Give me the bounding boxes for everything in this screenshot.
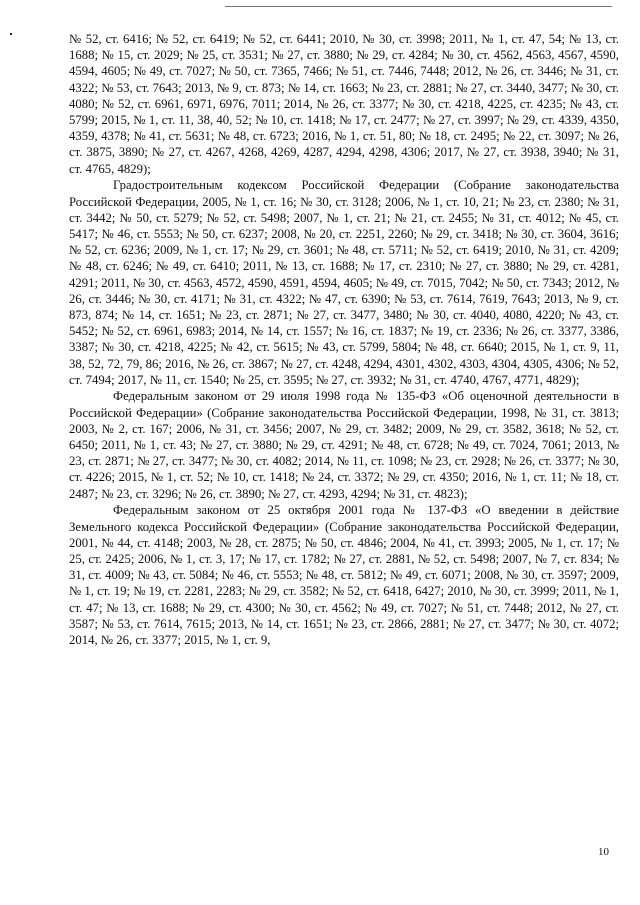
document-body: [69, 31, 619, 648]
page-number: 10: [598, 846, 609, 858]
paragraph-continuation: № 52, ст. 6416; № 52, ст. 6419; № 52, ст. 6441; 2010, № 30, ст. 3998; 2011, № 1, ст. 47, 54; № 13, ст. 1688; № 15, ст. 2029; № 25, ст. 3531; № 27, ст. 3880; № 29, ст. 4284; № 30, ст. 4562, 4563, 4567, 4590, 4594, 4605; № 49, ст. 7027; № 50, ст. 7365, 7466; № 51, ст. 7446, 7448; 2012, № 26, ст. 3446; № 31, ст. 4322; № 53, ст. 7643; 2013, № 9, ст. 873; № 14, ст. 1663; № 23, ст. 2881; № 27, ст. 3440, 3477; № 30, ст. 4080; № 52, ст. 6961, 6971, 6976, 7011; 2014, № 26, ст. 3377; № 30, ст. 4218, 4225, ст. 4235; № 43, ст. 5799; 2015, № 1, ст. 11, 38, 40, 52; № 10, ст. 1418; № 17, ст. 2477; № 27, ст. 3997; № 29, ст. 4339, 4350, 4359, 4378; № 41, ст. 5631; № 48, ст. 6723; 2016, № 1, ст. 51, 80; № 18, ст. 2495; № 22, ст. 3097; № 26, ст. 3875, 3890; № 27, ст. 4267, 4268, 4269, 4287, 4294, 4298, 4306; 2017, № 27, ст. 3938, 3940; № 31, ст. 4765, 4829);: [69, 32, 619, 176]
paragraph-fz-137: Федеральным законом от 25 октября 2001 года № 137-ФЗ «О введении в действие Земельного кодекса Российской Федерации» (Собрание законодательства Российской Федерации, 2001, № 44, ст. 4148; 2003, № 28, ст. 2875; № 50, ст. 4846; 2004, № 41, ст. 3993; 2005, № 1, ст. 17; № 25, ст. 2425; 2006, № 1, ст. 3, 17; № 17, ст. 1782; № 27, ст. 2881, № 52, ст. 5498; 2007, № 7, ст. 834; № 31, ст. 4009; № 43, ст. 5084; № 46, ст. 5553; № 48, ст. 5812; № 49, ст. 6071; 2008, № 30, ст. 3597; 2009, № 1, ст. 19; № 19, ст. 2281, 2283; № 29, ст. 3582; № 52, ст. 6418, 6427; 2010, № 30, ст. 3999; 2011, № 1, ст. 47; № 13, ст. 1688; № 29, ст. 4300; № 30, ст. 4562; № 49, ст. 7027; № 51, ст. 7448; 2012, № 27, ст. 3587; № 53, ст. 7614, 7615; 2013, № 14, ст. 1651; № 23, ст. 2866, 2881; № 27, ст. 3477; № 30, ст. 4072; 2014, № 26, ст. 3377; 2015, № 1, ст. 9,: [69, 503, 619, 648]
top-scan-rule: [225, 6, 612, 7]
paragraph-fz-135: Федеральным законом от 29 июля 1998 года № 135-ФЗ «Об оценочной деятельности в Российской Федерации» (Собрание законодательства Российской Федерации, 1998, № 31, ст. 3813; 2003, № 2, ст. 167; 2006, № 31, ст. 3456; 2007, № 29, ст. 3482; 2009, № 29, ст. 3582, 3618; № 52, ст. 6450; 2011, № 1, ст. 43; № 27, ст. 3880; № 29, ст. 4291; № 48, ст. 6728; № 49, ст. 7024, 7061; 2013, № 23, ст. 2871; № 27, ст. 3477; № 30, ст. 4082; 2014, № 11, ст. 1098; № 23, ст. 2928; № 26, ст. 3377; № 30, ст. 4226; 2015, № 1, ст. 52; № 10, ст. 1418; № 24, ст. 3372; № 29, ст. 4350; 2016, № 1, ст. 11; № 18, ст. 2487; № 23, ст. 3296; № 26, ст. 3890; № 27, ст. 4293, 4294; № 31, ст. 4823);: [69, 389, 619, 501]
paragraph-gradostroitelny-kodeks: Градостроительным кодексом Российской Федерации (Собрание законодательства Российской Федерации, 2005, № 1, ст. 16; № 30, ст. 3128; 2006, № 1, ст. 10, 21; № 23, ст. 2380; № 31, ст. 3442; № 50, ст. 5279; № 52, ст. 5498; 2007, № 1, ст. 21; № 21, ст. 2455; № 31, ст. 4012; № 45, ст. 5417; № 46, ст. 5553; № 50, ст. 6237; 2008, № 20, ст. 2251, 2260; № 29, ст. 3418; № 30, ст. 3604, 3616; № 52, ст. 6236; 2009, № 1, ст. 17; № 29, ст. 3601; № 48, ст. 5711; № 52, ст. 6419; 2010, № 31, ст. 4209; № 48, ст. 6246; № 49, ст. 6410; 2011, № 13, ст. 1688; № 17, ст. 2310; № 27, ст. 3880; № 29, ст. 4281, 4291; 2011, № 30, ст. 4563, 4572, 4590, 4591, 4594, 4605; № 49, ст. 7015, 7042; № 50, ст. 7343; 2012, № 26, ст. 3446; № 30, ст. 4171; № 31, ст. 4322; № 47, ст. 6390; № 53, ст. 7614, 7619, 7643; 2013, № 9, ст. 873, 874; № 14, ст. 1651; № 23, ст. 2871; № 27, ст. 3477, 3480; № 30, ст. 4040, 4080, 4220; № 43, ст. 5452; № 52, ст. 6961, 6983; 2014, № 14, ст. 1557; № 16, ст. 1837; № 19, ст. 2336; № 26, ст. 3377, 3386, 3387; № 30, ст. 4218, 4225; № 42, ст. 5615; № 43, ст. 5799, 5804; № 48, ст. 6640; 2015, № 1, ст. 9, 11, 38, 52, 72, 79, 86; 2016, № 26, ст. 3867; № 27, ст. 4248, 4294, 4301, 4302, 4303, 4304, 4305, 4306; № 52, ст. 7494; 2017, № 11, ст. 1540; № 25, ст. 3595; № 27, ст. 3932; № 31, ст. 4740, 4767, 4771, 4829);: [69, 178, 619, 387]
scan-speck: [10, 33, 12, 35]
